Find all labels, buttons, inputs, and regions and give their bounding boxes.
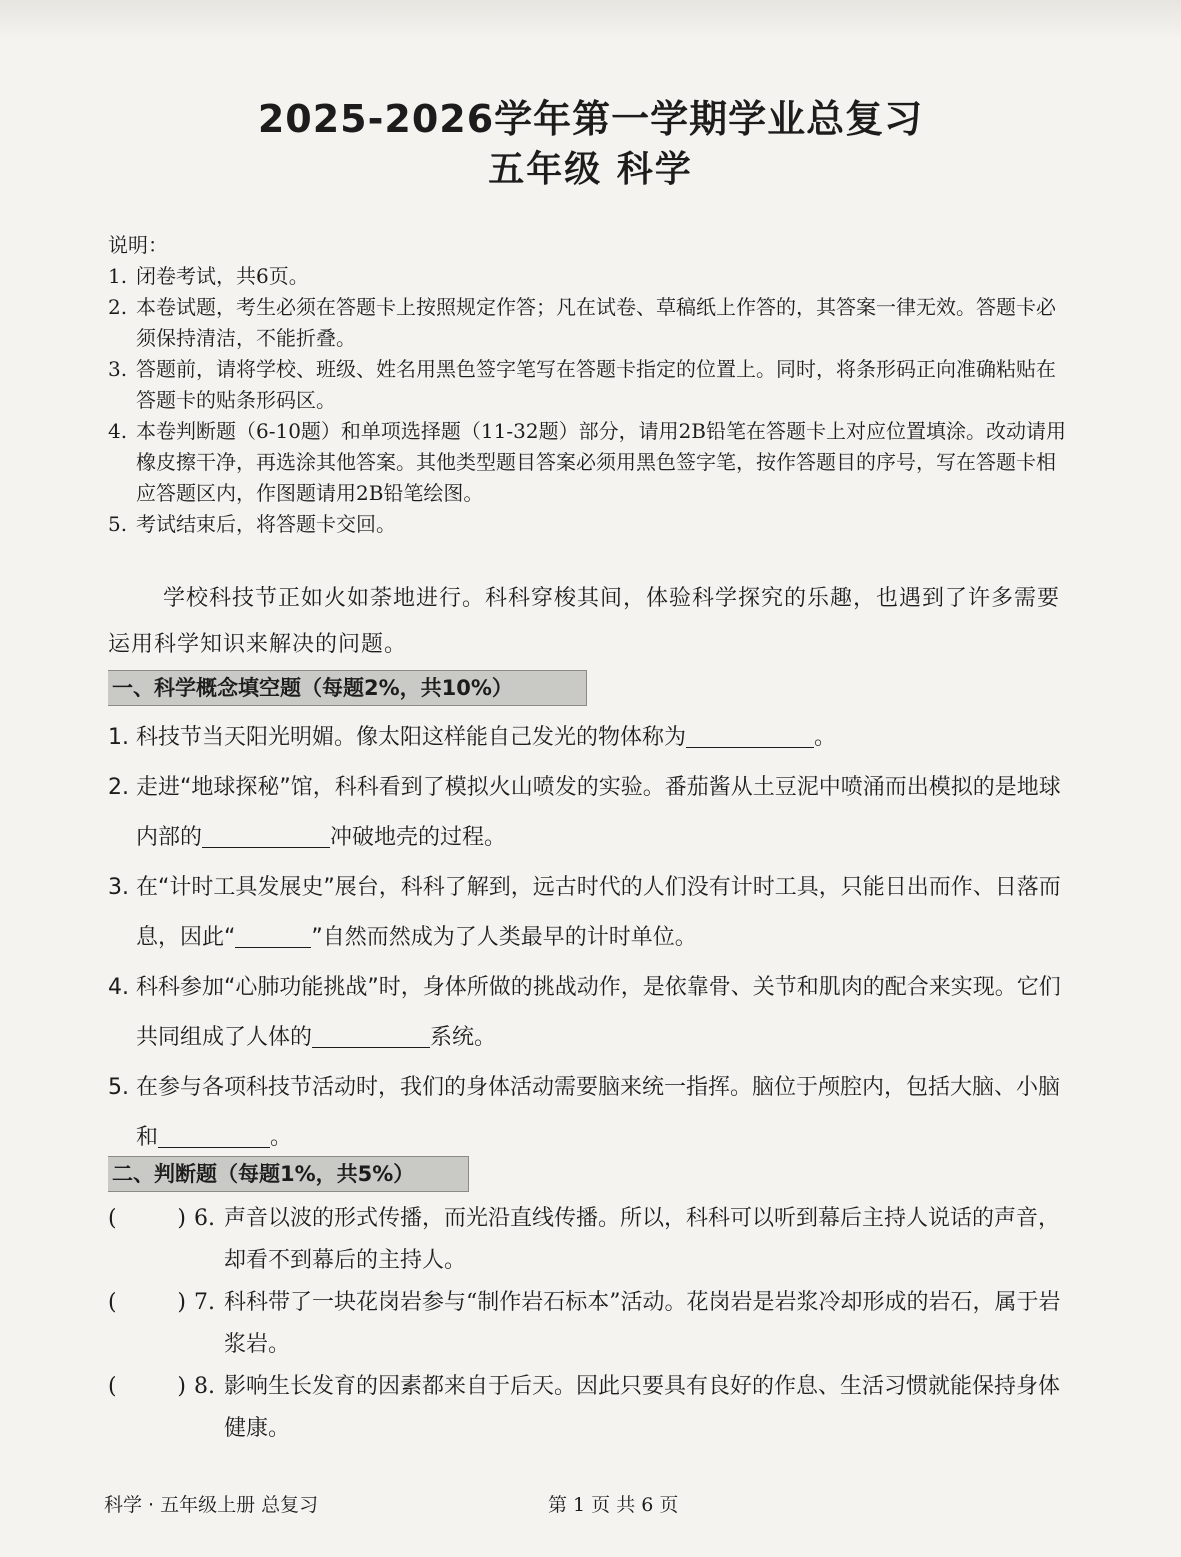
answer-blank[interactable] (686, 719, 814, 748)
exam-subtitle: 五年级 科学 (488, 149, 693, 190)
judge-item (108, 1282, 1068, 1366)
question-text: 影响生长发育的因素都来自于后天。因此只要具有良好的作息、生活习惯就能保持身体健康。 (224, 1374, 1061, 1441)
question-number: 8. (194, 1374, 215, 1399)
instruction-text: 本卷判断题（6-10题）和单项选择题（11-32题）部分，请用2B铅笔在答题卡上对应位置填涂。改动请用橡皮擦干净，再选涂其他答案。其他类型题目答案必须用黑色签字笔，按作答题目的序号，写在答题卡相应答题区内，作图题请用2B铅笔绘图。 (136, 419, 1067, 505)
close-paren: ) (177, 1206, 186, 1231)
question-item (108, 1063, 1068, 1163)
instruction-number: 1. (108, 264, 128, 288)
question-number: 6. (194, 1206, 215, 1231)
question-text-end: 。 (814, 725, 837, 750)
open-paren: ( (108, 1290, 117, 1315)
question-text: 科科参加“心肺功能挑战”时，身体所做的挑战动作，是依靠骨、关节和肌肉的配合来实现。它们共同组成了人体的 (136, 975, 1061, 1050)
question-text-end: 。 (270, 1125, 293, 1150)
true-false-question-list (108, 1198, 1068, 1450)
question-text: 在参与各项科技节活动时，我们的身体活动需要脑来统一指挥。脑位于颅腔内，包括大脑、小脑和 (136, 1075, 1061, 1150)
close-paren: ) (177, 1290, 186, 1315)
open-paren: ( (108, 1206, 117, 1231)
question-text: 科技节当天阳光明媚。像太阳这样能自己发光的物体称为 (136, 725, 687, 750)
instruction-text: 答题前，请将学校、班级、姓名用黑色签字笔写在答题卡指定的位置上。同时，将条形码正向准确粘贴在答题卡的贴条形码区。 (136, 357, 1056, 412)
instruction-number: 3. (108, 357, 128, 381)
instruction-item (108, 261, 1068, 292)
exam-title: 2025-2026学年第一学期学业总复习 (257, 97, 924, 141)
question-text-end: 冲破地壳的过程。 (330, 825, 507, 850)
close-paren: ) (177, 1374, 186, 1399)
instructions-heading: 说明： (108, 233, 168, 257)
question-text-end: ”自然而然成为了人类最早的计时单位。 (311, 925, 697, 950)
question-item (108, 713, 1068, 763)
question-number: 4. (108, 975, 129, 1000)
section-heading-fill-in: 一、科学概念填空题（每题2%，共10%） (108, 670, 587, 706)
instruction-number: 2. (108, 295, 128, 319)
footer-page-number: 第 1 页 共 6 页 (548, 1494, 679, 1516)
question-item (108, 763, 1068, 863)
question-number: 7. (194, 1290, 215, 1315)
instruction-item (108, 292, 1068, 354)
open-paren: ( (108, 1374, 117, 1399)
instruction-text: 闭卷考试，共6页。 (136, 264, 309, 288)
answer-parentheses[interactable] (108, 1198, 194, 1282)
question-text-end: 系统。 (430, 1025, 497, 1050)
judge-item (108, 1366, 1068, 1450)
question-number: 1. (108, 725, 129, 750)
judge-item (108, 1198, 1068, 1282)
question-text: 科科带了一块花岗岩参与“制作岩石标本”活动。花岗岩是岩浆冷却形成的岩石，属于岩浆岩。 (224, 1290, 1061, 1357)
section-heading-true-false: 二、判断题（每题1%，共5%） (108, 1156, 469, 1192)
answer-blank[interactable] (235, 919, 311, 948)
instruction-number: 4. (108, 419, 128, 443)
footer-course-label: 科学 · 五年级上册 总复习 (104, 1494, 319, 1516)
instruction-number: 5. (108, 512, 128, 536)
question-number: 3. (108, 875, 129, 900)
instruction-item (108, 416, 1068, 509)
instruction-text: 考试结束后，将答题卡交回。 (136, 512, 396, 536)
question-text: 走进“地球探秘”馆，科科看到了模拟火山喷发的实验。番茄酱从土豆泥中喷涌而出模拟的是地球内部的 (136, 775, 1061, 850)
instruction-text: 本卷试题，考生必须在答题卡上按照规定作答；凡在试卷、草稿纸上作答的，其答案一律无效。答题卡必须保持清洁，不能折叠。 (136, 295, 1056, 350)
intro-paragraph: 学校科技节正如火如荼地进行。科科穿梭其间，体验科学探究的乐趣，也遇到了许多需要运用科学知识来解决的问题。 (108, 586, 1061, 657)
question-number: 5. (108, 1075, 129, 1100)
instruction-item (108, 354, 1068, 416)
question-text: 声音以波的形式传播，而光沿直线传播。所以，科科可以听到幕后主持人说话的声音，却看不到幕后的主持人。 (224, 1206, 1061, 1273)
question-item (108, 963, 1068, 1063)
fill-in-question-list (108, 713, 1068, 1163)
answer-blank[interactable] (202, 819, 330, 848)
answer-parentheses[interactable] (108, 1366, 194, 1450)
instruction-item (108, 509, 1068, 540)
question-item (108, 863, 1068, 963)
answer-parentheses[interactable] (108, 1282, 194, 1366)
instructions-block (108, 230, 1068, 540)
answer-blank[interactable] (158, 1119, 270, 1148)
question-text: 在“计时工具发展史”展台，科科了解到，远古时代的人们没有计时工具，只能日出而作、日落而息，因此“ (136, 875, 1061, 950)
question-number: 2. (108, 775, 129, 800)
answer-blank[interactable] (312, 1019, 430, 1048)
scan-shadow (0, 0, 1181, 40)
